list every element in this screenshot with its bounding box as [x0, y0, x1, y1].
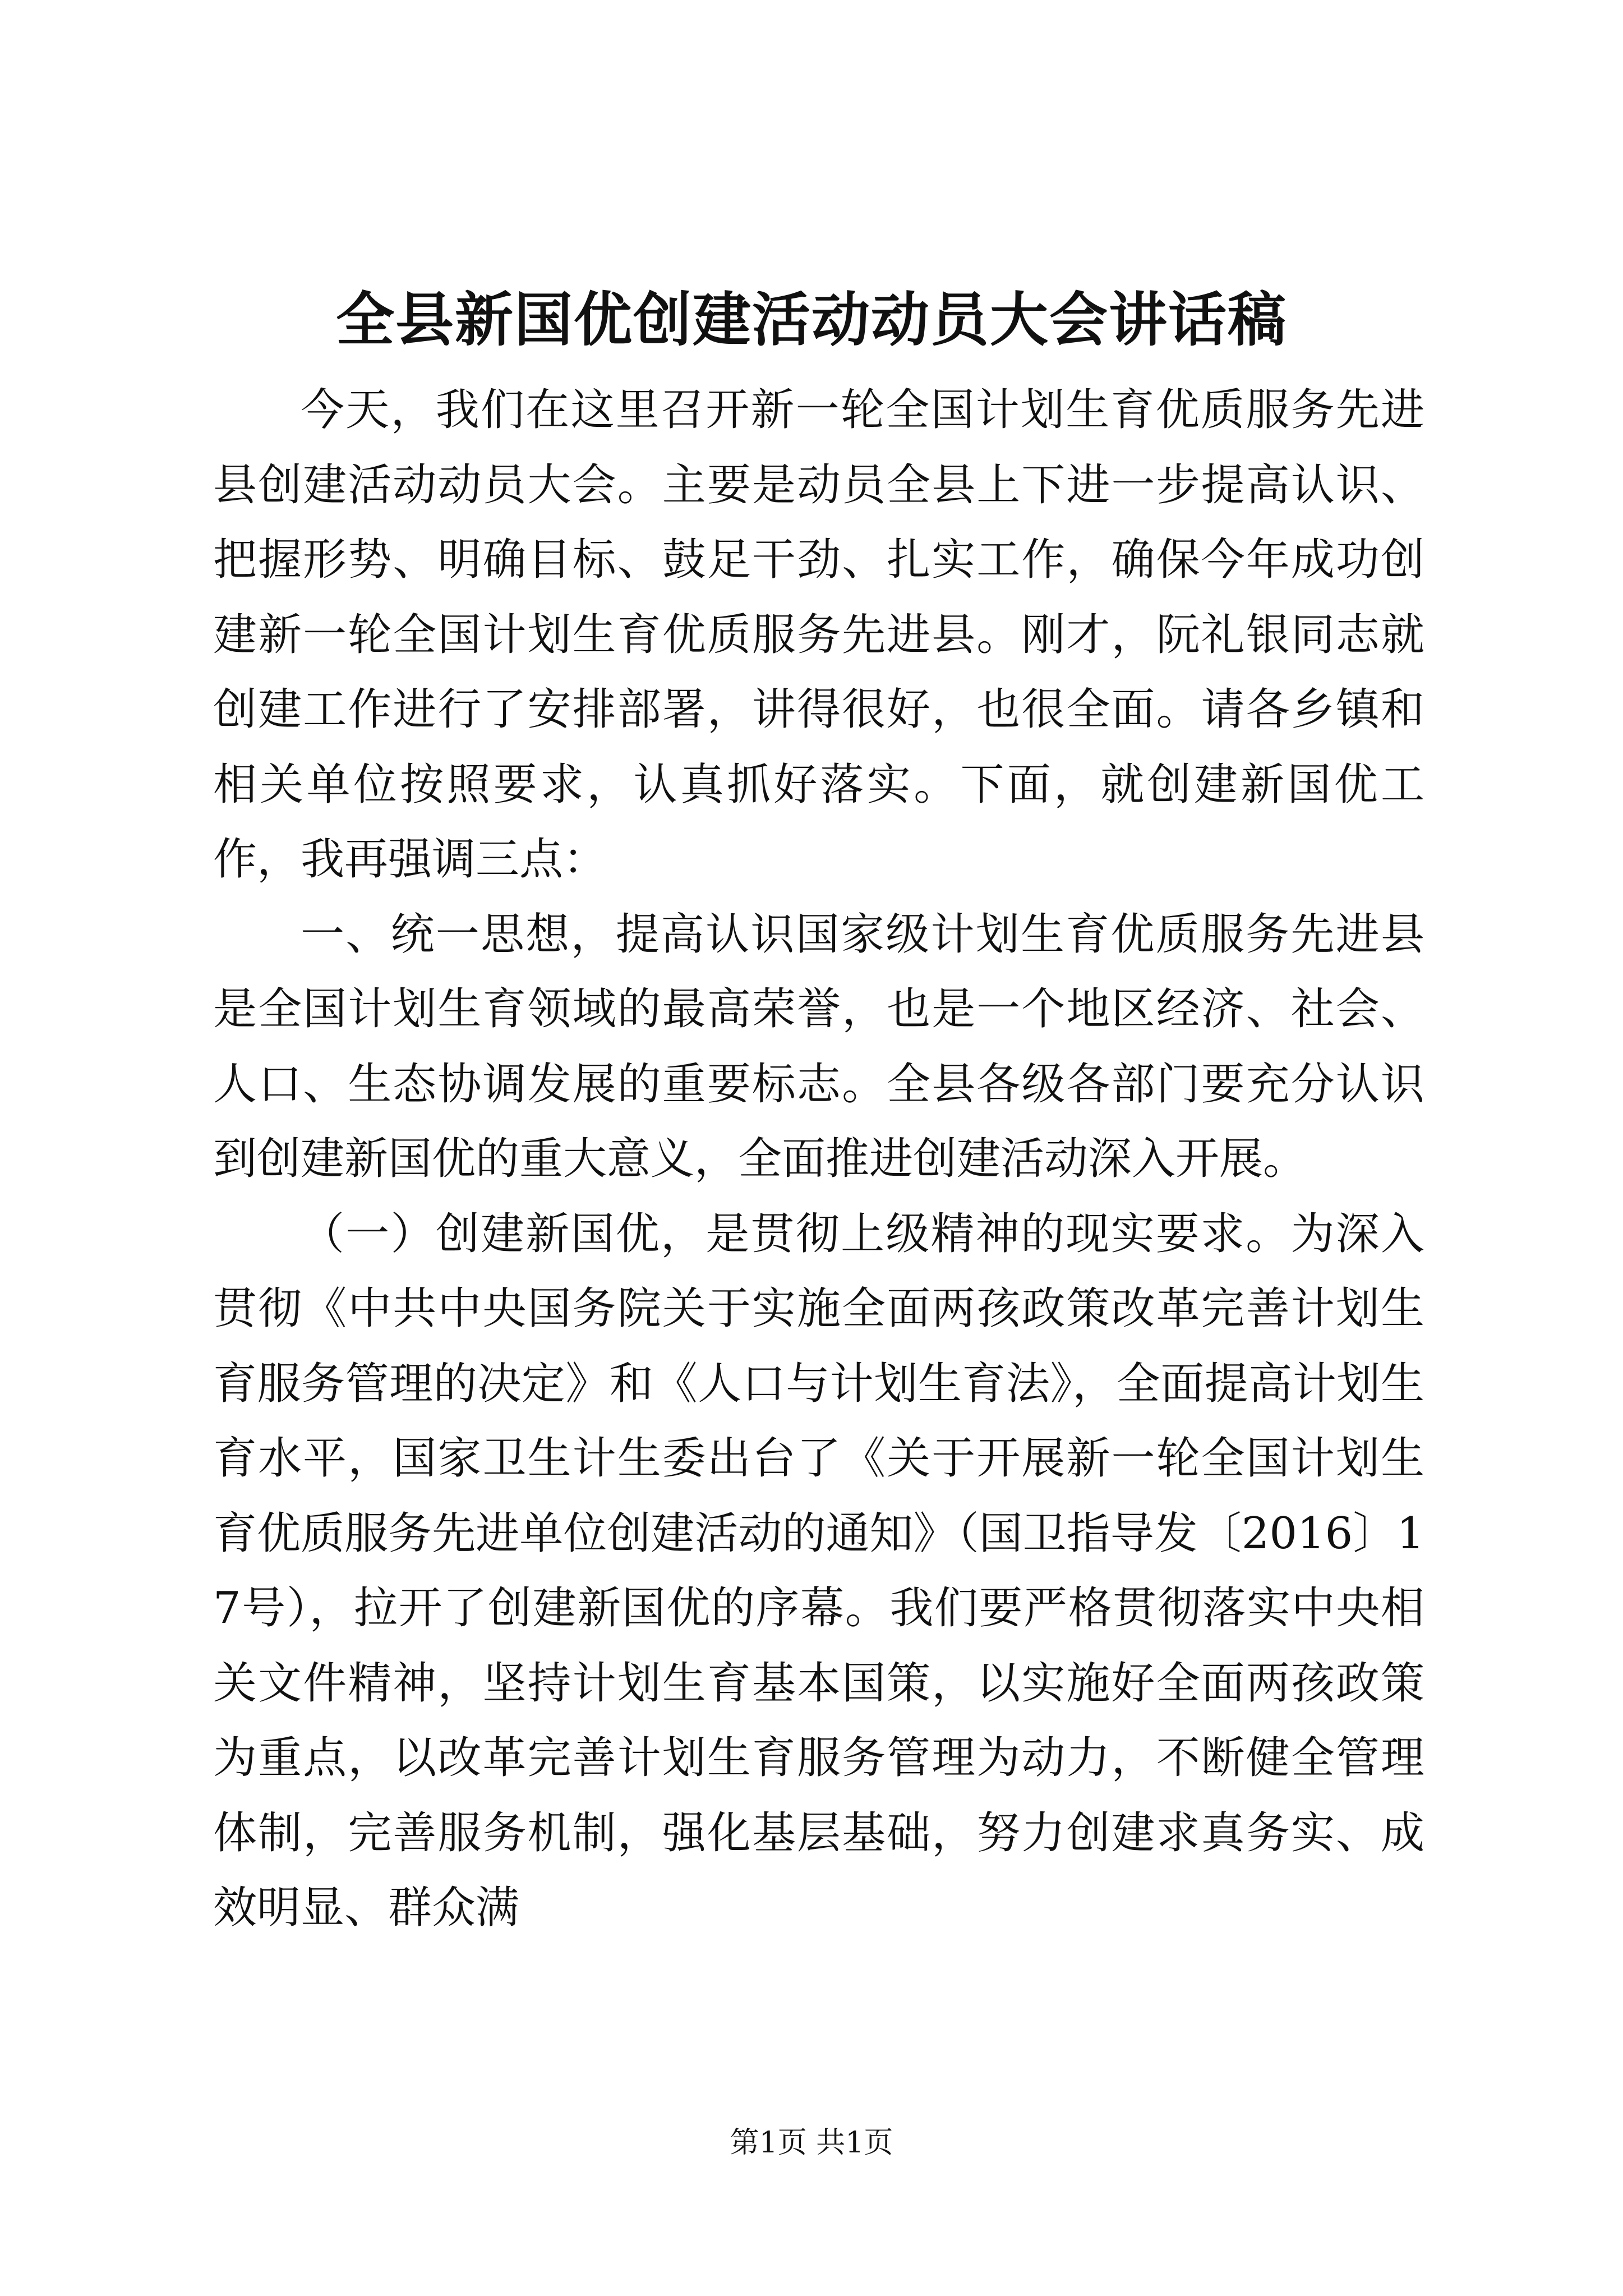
document-title: 全县新国优创建活动动员大会讲话稿: [335, 285, 1287, 354]
paragraph-intro: 今天，我们在这里召开新一轮全国计划生育优质服务先进县创建活动动员大会。主要是动员全县上下进一步提高认识、把握形势、明确目标、鼓足干劲、扎实工作，确保今年成功创建新一轮全国计划生育优质服务先进县。刚才，阮礼银同志就创建工作进行了安排部署，讲得很好，也很全面。请各乡镇和相关单位按照要求，认真抓好落实。下面，就创建新国优工作，我再强调三点：: [213, 385, 1424, 885]
paragraph-section-one: 一、统一思想，提高认识国家级计划生育优质服务先进县是全国计划生育领域的最高荣誉，也是一个地区经济、社会、人口、生态协调发展的重要标志。全县各级各部门要充分认识到创建新国优的重大意义，全面推进创建活动深入开展。: [213, 909, 1424, 1184]
document-body: [213, 373, 1424, 1946]
paragraph-subsection-one: （一）创建新国优，是贯彻上级精神的现实要求。为深入贯彻《中共中央国务院关于实施全面两孩政策改革完善计划生育服务管理的决定》和《人口与计划生育法》，全面提高计划生育水平，国家卫生计生委出台了《关于开展新一轮全国计划生育优质服务先进单位创建活动的通知》（国卫指导发〔2016〕17号），拉开了创建新国优的序幕。我们要严格贯彻落实中央相关文件精神，坚持计划生育基本国策，以实施好全面两孩政策为重点，以改革完善计划生育服务管理为动力，不断健全管理体制，完善服务机制，强化基层基础，努力创建求真务实、成效明显、群众满: [213, 1208, 1424, 1933]
page-number-footer: 第1页 共1页: [730, 2126, 893, 2160]
